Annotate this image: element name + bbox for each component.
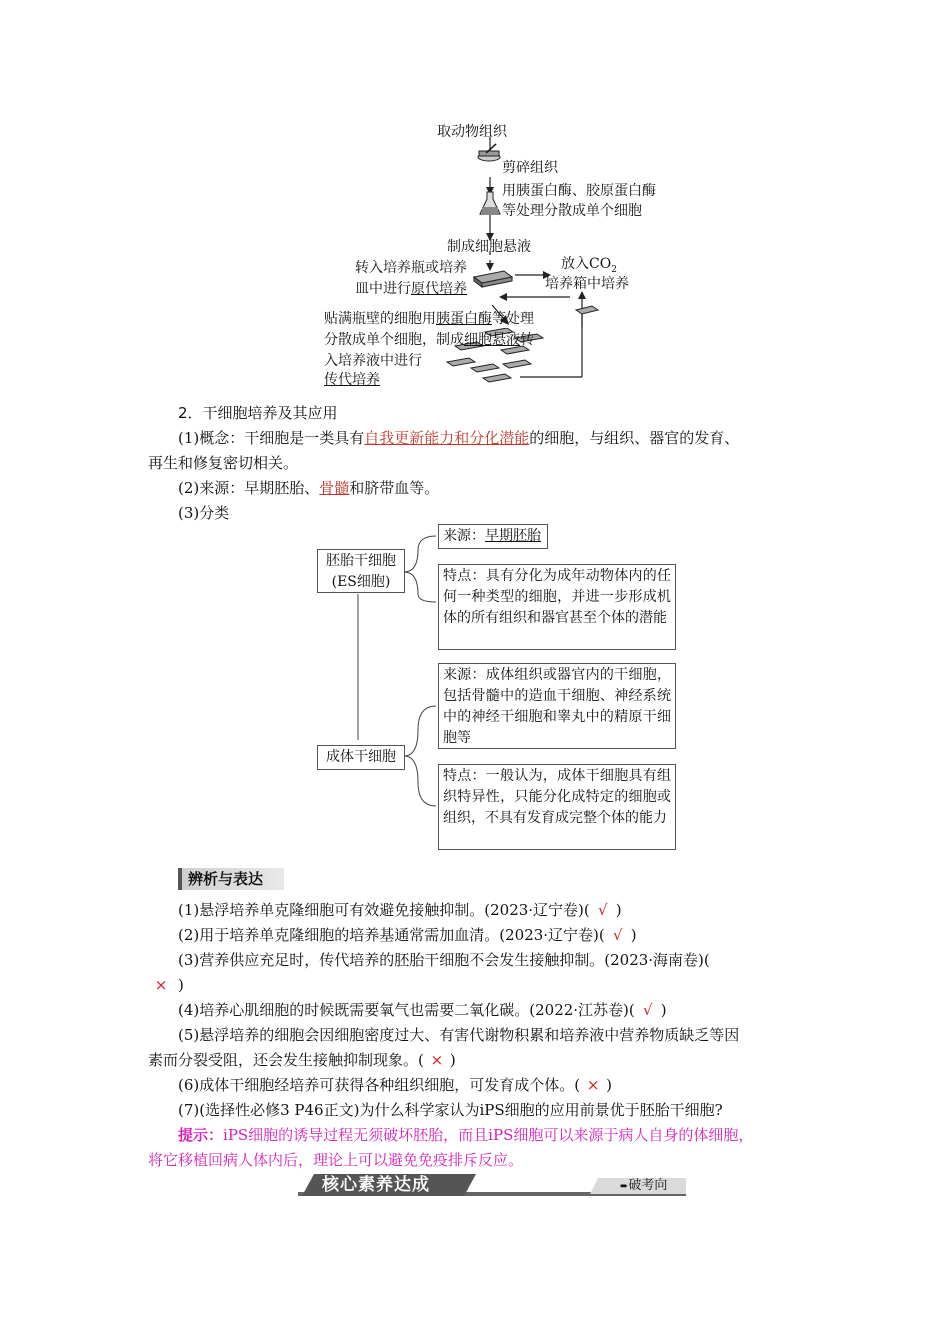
- flow-co2-line2: 培养箱中培养: [545, 276, 629, 292]
- cross-icon: ×: [586, 1076, 600, 1094]
- flow-step-take-tissue: 取动物组织: [437, 124, 507, 140]
- banner-right: ➨破考向: [620, 1178, 668, 1193]
- check-icon: √: [642, 1001, 653, 1019]
- flow-step-enzyme-1: 用胰蛋白酶、胶原蛋白酶: [502, 183, 656, 199]
- review-q3-mark: × ): [148, 975, 184, 995]
- banner-title: 核心素养达成: [322, 1175, 430, 1195]
- review-q7: (7)(选择性必修3 P46正文)为什么科学家认为iPS细胞的应用前景优于胚胎干细胞?: [178, 1101, 723, 1119]
- culture-dish-icon: [472, 265, 514, 289]
- check-icon: √: [612, 926, 623, 944]
- check-icon: √: [597, 901, 608, 919]
- es-source-box: 来源：早期胚胎: [438, 524, 548, 549]
- review-q3: (3)营养供应充足时，传代培养的胚胎干细胞不会发生接触抑制。(2023·海南卷)(: [178, 951, 710, 969]
- hint-label: 提示：: [178, 1126, 224, 1144]
- review-q5-line1: (5)悬浮培养的细胞会因细胞密度过大、有害代谢物积累和培养液中营养物质缺乏等因: [178, 1026, 740, 1044]
- es-cell-node: 胚胎干细胞 (ES细胞): [317, 549, 405, 593]
- review-q2: (2)用于培养单克隆细胞的培养基通常需加血清。(2023·辽宁卷)( √ ): [178, 926, 637, 944]
- adult-stem-cell-node: 成体干细胞: [317, 745, 405, 770]
- concept-line1: (1)概念：干细胞是一类具有自我更新能力和分化潜能的细胞，与组织、器官的发育、: [178, 429, 740, 447]
- flow-sub-line4: 传代培养: [324, 372, 380, 388]
- cross-icon: ×: [430, 1051, 444, 1069]
- flow-step-transfer-1: 转入培养瓶或培养: [355, 260, 467, 276]
- cross-icon: ×: [154, 976, 168, 994]
- concept-line2: 再生和修复密切相关。: [148, 454, 299, 472]
- flask-icon: [479, 190, 501, 216]
- review-q4: (4)培养心肌细胞的时候既需要氧气也需要二氧化碳。(2022·江苏卷)( √ ): [178, 1001, 667, 1019]
- review-q1: (1)悬浮培养单克隆细胞可有效避免接触抑制。(2023·辽宁卷)( √ ): [178, 901, 622, 919]
- flow-sub-line3: 入培养液中进行: [324, 353, 422, 369]
- core-literacy-banner: [298, 1174, 686, 1200]
- flow-step-mince: 剪碎组织: [502, 160, 558, 176]
- review-header: 辨析与表达: [178, 868, 284, 890]
- flow-step-suspension: 制成细胞悬液: [447, 239, 531, 255]
- flow-sub-line1: 贴满瓶壁的细胞用胰蛋白酶等处理: [324, 311, 534, 327]
- mini-dish-icon: [574, 300, 600, 322]
- flow-sub-line2: 分散成单个细胞，制成细胞悬液转: [324, 332, 534, 348]
- hint-line1: 提示：iPS细胞的诱导过程无须破坏胚胎，而且iPS细胞可以来源于病人自身的体细胞，: [178, 1126, 754, 1144]
- flow-step-primary-culture: 皿中进行原代培养: [355, 281, 467, 297]
- arrow-right-icon: ➨: [620, 1181, 629, 1192]
- flow-co2-line1: 放入$CO_2$: [561, 256, 617, 275]
- source-line: (2)来源：早期胚胎、骨髓和脐带血等。: [178, 479, 440, 497]
- adult-feature-box: 特点：一般认为，成体干细胞具有组织特异性，只能分化成特定的细胞或组织，不具有发育成完整个体的能力: [438, 764, 676, 850]
- adult-source-box: 来源：成体组织或器官内的干细胞，包括骨髓中的造血干细胞、神经系统中的神经干细胞和睾丸中的精原干细胞等: [438, 663, 676, 749]
- tissue-dish-icon: [476, 142, 502, 164]
- section-2-title: 2．干细胞培养及其应用: [178, 404, 338, 422]
- hint-line2: 将它移植回病人体内后，理论上可以避免免疫排斥反应。: [148, 1151, 524, 1169]
- review-q5-line2: 素而分裂受阻，还会发生接触抑制现象。( × ): [148, 1051, 456, 1069]
- flow-step-enzyme-2: 等处理分散成单个细胞: [502, 203, 642, 219]
- es-feature-box: 特点：具有分化为成年动物体内的任何一种类型的细胞，并进一步形成机体的所有组织和器官甚至个体的潜能: [438, 564, 676, 650]
- classify-line: (3)分类: [178, 504, 230, 522]
- review-q6: (6)成体干细胞经培养可获得各种组织细胞，可发育成个体。( × ): [178, 1076, 612, 1094]
